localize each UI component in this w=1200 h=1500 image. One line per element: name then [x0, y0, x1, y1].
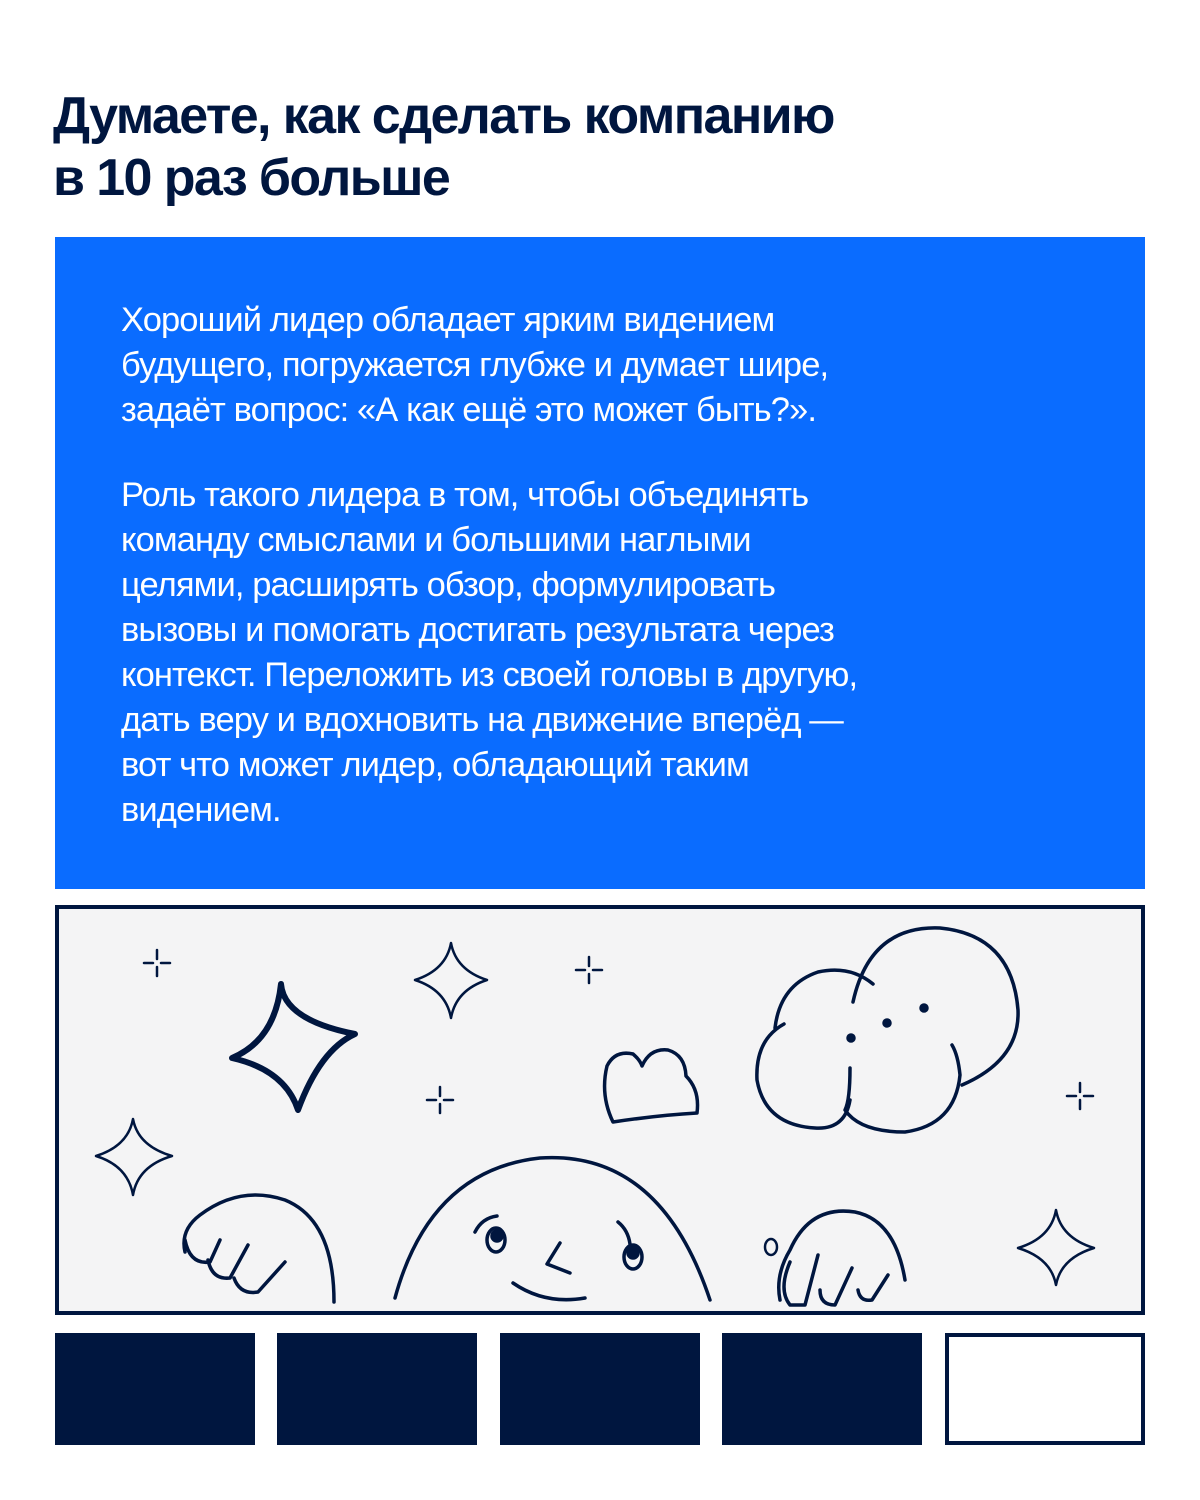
sparkle-icon	[1018, 1210, 1094, 1285]
cross-sparkle-icon	[427, 1087, 453, 1113]
card-paragraph-2	[121, 473, 1081, 833]
hand-icon	[184, 1195, 334, 1302]
progress-segment-1	[55, 1333, 255, 1445]
cloud-icon	[605, 1050, 698, 1122]
cross-sparkle-icon	[144, 950, 170, 976]
text-line: контекст. Переложить из своей головы в другую,	[121, 656, 858, 694]
peeking-character	[395, 1158, 710, 1300]
title-line-2: в 10 раз больше	[53, 148, 450, 207]
text-line: видением.	[121, 791, 281, 829]
progress-segment-3	[500, 1333, 700, 1445]
text-line: будущего, погружается глубже и думает шире,	[121, 346, 829, 384]
text-line: команду смыслами и большими наглыми	[121, 521, 751, 559]
card-paragraph-1	[121, 298, 1081, 433]
hand-icon	[779, 1211, 905, 1305]
progress-segment-2	[277, 1333, 477, 1445]
progress-segment-4	[722, 1333, 922, 1445]
text-line: дать веру и вдохновить на движение вперёд —	[121, 701, 843, 739]
text-line: вызовы и помогать достигать результата через	[121, 611, 834, 649]
sparkle-icon	[232, 984, 355, 1110]
cloud-face-icon	[757, 928, 1018, 1132]
cross-sparkle-icon	[1067, 1083, 1093, 1109]
text-line: задаёт вопрос: «А как ещё это может быть?».	[121, 391, 816, 429]
text-line: Хороший лидер обладает ярким видением	[121, 301, 775, 339]
page-title	[53, 85, 1053, 209]
sparkle-icon	[96, 1119, 172, 1195]
sparkle-icon	[415, 943, 487, 1018]
text-line: Роль такого лидера в том, чтобы объединять	[121, 476, 809, 514]
illustration-panel	[55, 905, 1145, 1315]
cross-sparkle-icon	[576, 957, 602, 983]
text-line: вот что может лидер, обладающий таким	[121, 746, 749, 784]
bubble-icon	[765, 1239, 777, 1255]
slide-progress-indicator	[55, 1333, 1145, 1445]
title-line-1: Думаете, как сделать компанию	[53, 86, 834, 145]
progress-segment-5	[945, 1333, 1145, 1445]
text-line: целями, расширять обзор, формулировать	[121, 566, 776, 604]
